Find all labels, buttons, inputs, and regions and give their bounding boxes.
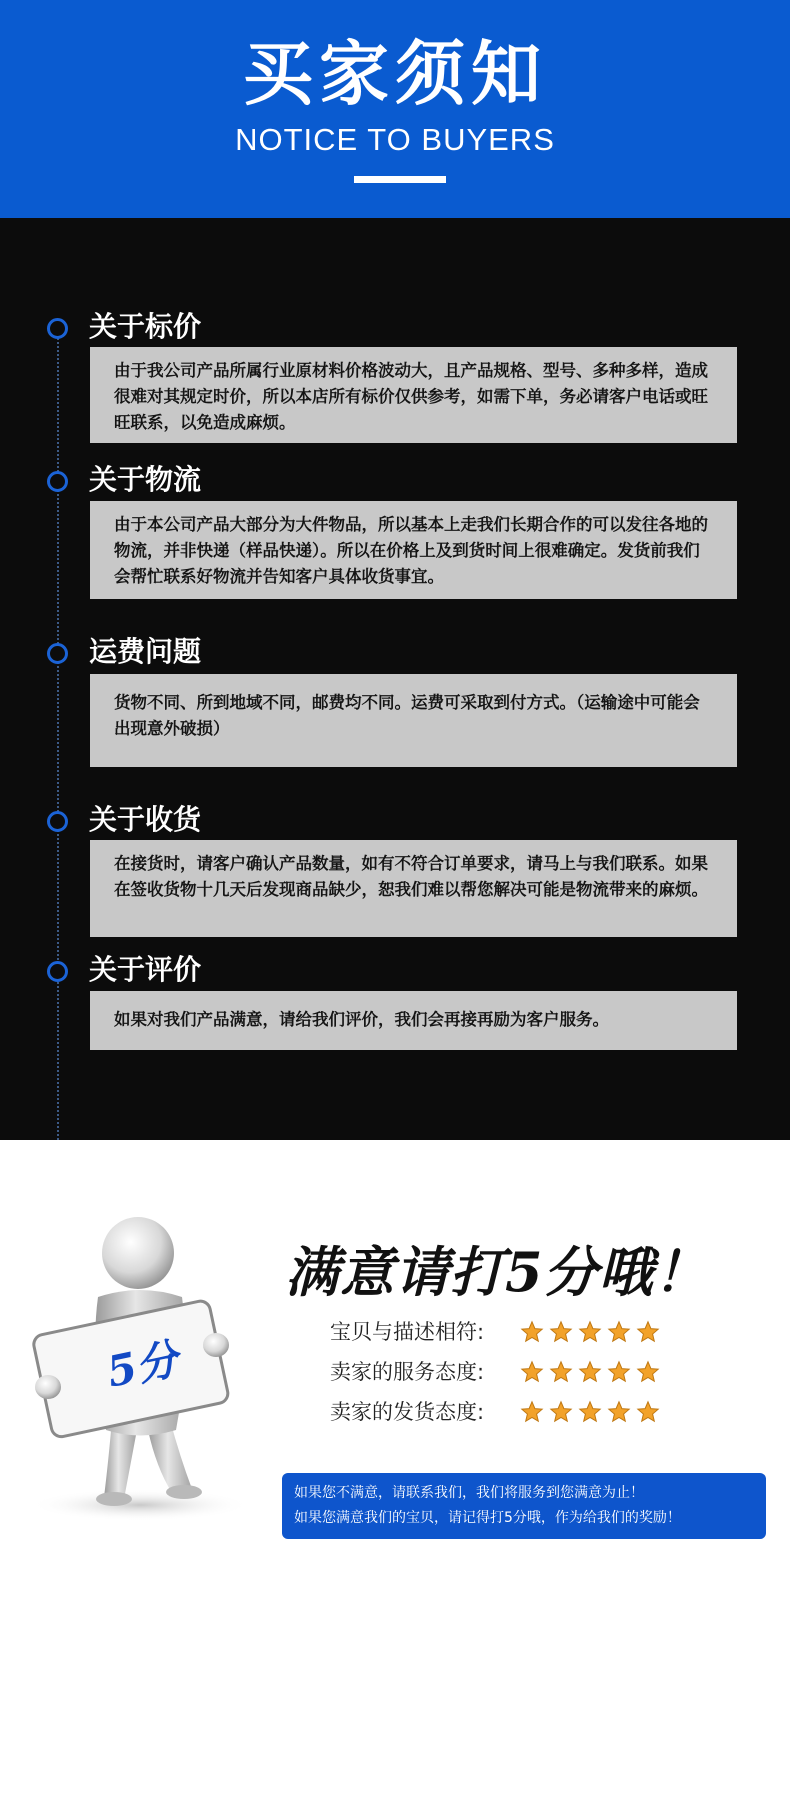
star-icon	[636, 1360, 660, 1384]
rating-label: 卖家的服务态度:	[330, 1360, 485, 1384]
timeline-dot-icon	[47, 471, 68, 492]
notice-body: 货物不同、所到地域不同，邮费均不同。运费可采取到付方式。（运输途中可能会出现意外破损）	[90, 674, 737, 767]
rating-section	[0, 1140, 790, 1800]
star-icon	[549, 1360, 573, 1384]
rating-headline: 满意请打5分哦！	[285, 1240, 709, 1304]
notice-title: 关于标价	[89, 310, 202, 343]
page-subtitle: NOTICE TO BUYERS	[235, 122, 555, 157]
notice-title: 运费问题	[89, 635, 202, 668]
notice-title: 关于评价	[89, 953, 202, 986]
star-icon	[520, 1360, 544, 1384]
page-title: 买家须知	[243, 33, 547, 115]
timeline-line	[57, 330, 59, 1180]
star-icon	[607, 1360, 631, 1384]
notice-body: 如果对我们产品满意，请给我们评价，我们会再接再励为客户服务。	[90, 991, 737, 1050]
star-icon	[549, 1400, 573, 1424]
notice-title: 关于物流	[89, 463, 202, 496]
star-icon	[520, 1400, 544, 1424]
star-icon	[549, 1320, 573, 1344]
rating-label: 卖家的发货态度:	[330, 1400, 485, 1424]
sign-board-text: 5分	[102, 1334, 183, 1397]
star-rating	[520, 1360, 660, 1384]
star-icon	[607, 1320, 631, 1344]
timeline-dot-icon	[47, 961, 68, 982]
timeline-dot-icon	[47, 318, 68, 339]
star-icon	[636, 1400, 660, 1424]
timeline-dot-icon	[47, 643, 68, 664]
star-rating	[520, 1320, 660, 1344]
figure-holding-sign-illustration	[20, 1205, 260, 1525]
star-icon	[607, 1400, 631, 1424]
notice-line: 如果您满意我们的宝贝，请记得打5分哦，作为给我们的奖励！	[294, 1510, 681, 1526]
star-icon	[520, 1320, 544, 1344]
rating-row-description	[330, 1317, 670, 1347]
title-underline	[354, 176, 446, 183]
rating-row-delivery	[330, 1397, 670, 1427]
notice-line: 如果您不满意，请联系我们，我们将服务到您满意为止！	[294, 1485, 644, 1501]
star-rating	[520, 1400, 660, 1424]
rating-label: 宝贝与描述相符:	[330, 1320, 485, 1344]
notice-body: 在接货时，请客户确认产品数量，如有不符合订单要求，请马上与我们联系。如果在签收货物十几天后发现商品缺少，恕我们难以帮您解决可能是物流带来的麻烦。	[90, 840, 737, 937]
notices-panel	[0, 218, 790, 1140]
rating-row-service	[330, 1357, 670, 1387]
notice-body: 由于我公司产品所属行业原材料价格波动大，且产品规格、型号、多种多样，造成很难对其规定时价，所以本店所有标价仅供参考，如需下单，务必请客户电话或旺旺联系，以免造成麻烦。	[90, 347, 737, 443]
timeline-dot-icon	[47, 811, 68, 832]
star-icon	[578, 1400, 602, 1424]
notice-body: 由于本公司产品大部分为大件物品，所以基本上走我们长期合作的可以发往各地的物流，并非快递（样品快递）。所以在价格上及到货时间上很难确定。发货前我们会帮忙联系好物流并告知客户具体收货事宜。	[90, 501, 737, 599]
notice-title: 关于收货	[89, 803, 202, 836]
star-icon	[578, 1320, 602, 1344]
header-banner	[0, 0, 790, 218]
star-icon	[636, 1320, 660, 1344]
star-icon	[578, 1360, 602, 1384]
satisfaction-notice	[282, 1473, 766, 1539]
